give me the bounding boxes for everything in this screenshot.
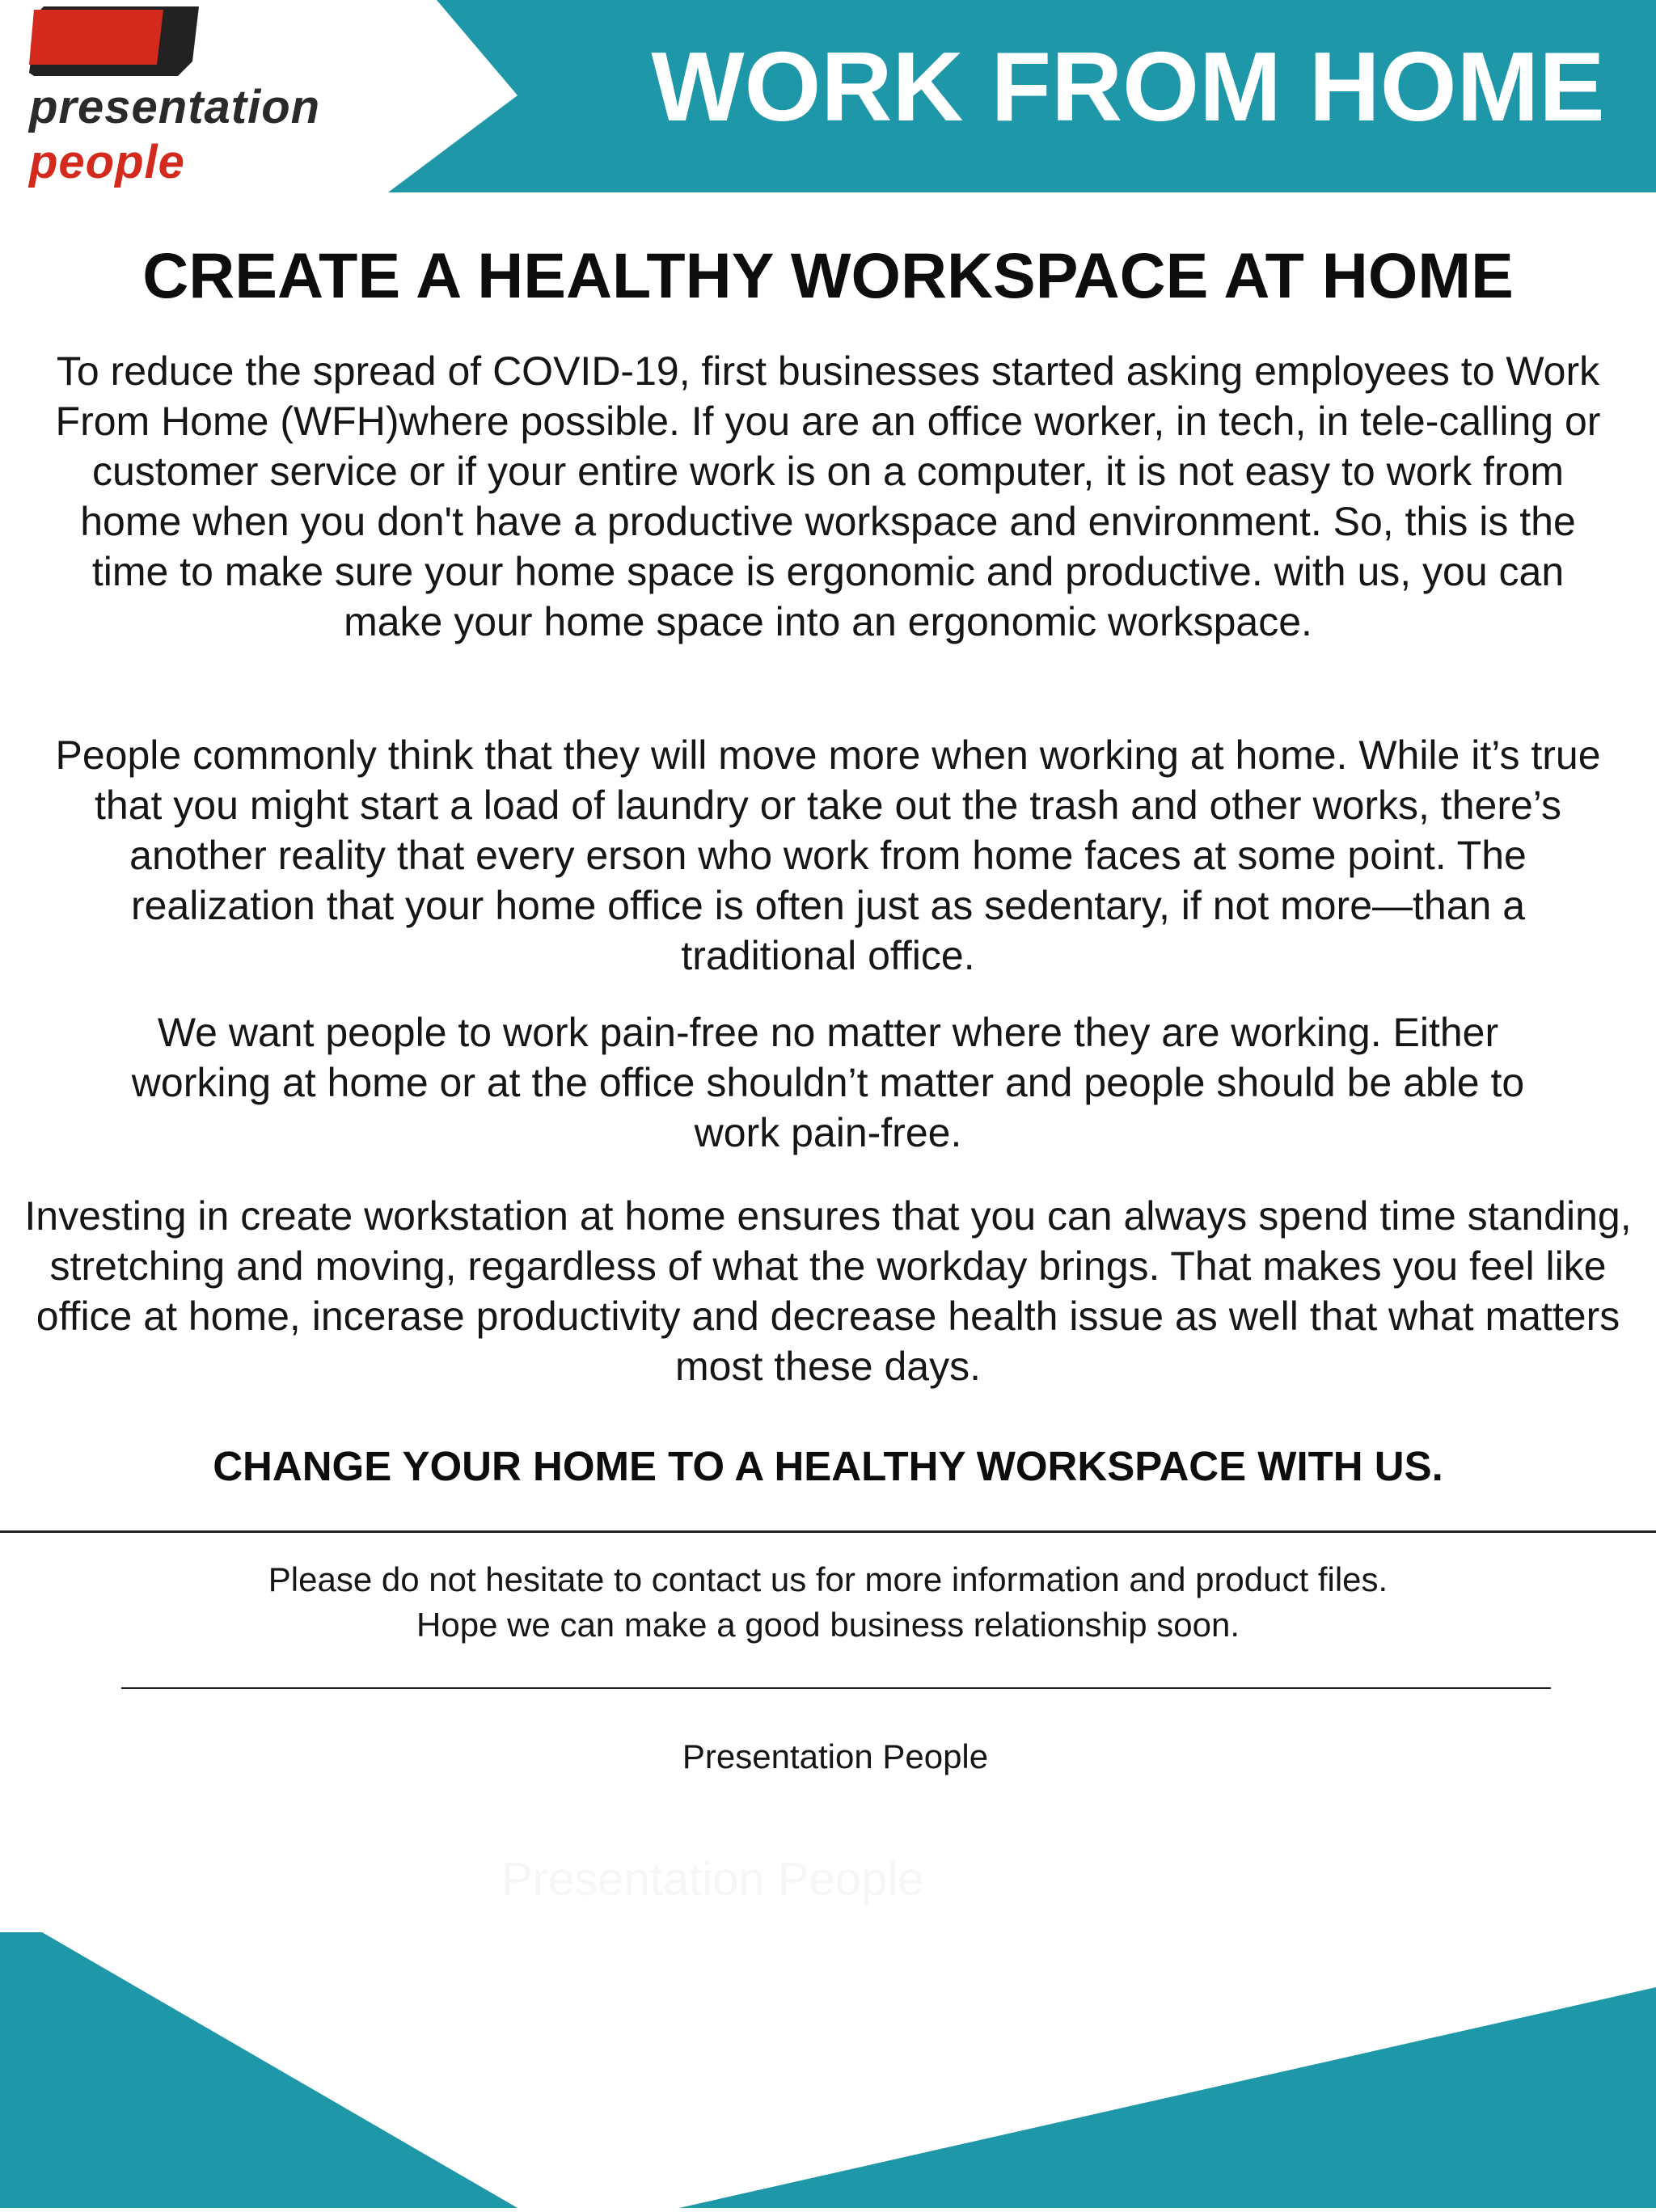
body-paragraph-pain-free: We want people to work pain-free no matter where they are working. Either working at home or at the office shouldn’t matter and people should be able to work pain-free. — [131, 1010, 1525, 1155]
signature-divider — [121, 1687, 1551, 1689]
logo-wordmark-presentation: presentation — [29, 81, 321, 133]
call-to-action: CHANGE YOUR HOME TO A HEALTHY WORKSPACE WITH US. — [213, 1443, 1443, 1489]
footer-banner — [0, 1932, 1656, 2208]
section-divider — [0, 1530, 1656, 1533]
header-title: WORK FROM HOME — [651, 32, 1605, 141]
logo-wordmark-people: people — [29, 136, 185, 188]
footer-banner-shape — [0, 1932, 1656, 2208]
company-logo — [29, 6, 401, 188]
body-paragraph-sedentary: People commonly think that they will move more when working at home. While it’s true that you might start a load of laundry or take out the trash and other works, there’s another reality that every erson who work from home faces at some point. The realization that your home office is often just as sedentary, if not more—than a traditional office. — [55, 732, 1601, 978]
logo-mark-icon — [29, 6, 199, 81]
contact-line: Please do not hesitate to contact us for more information and product files. — [268, 1560, 1388, 1598]
page-heading: CREATE A HEALTHY WORKSPACE AT HOME — [142, 239, 1514, 311]
intro-paragraph: To reduce the spread of COVID-19, first businesses started asking employees to Work From Home (WFH)where possible. If you are an office worker, in tech, in tele-calling or customer service or if your entire work is on a computer, it is not easy to work from home when you don't have a productive workspace and environment. So, this is the time to make sure your home space is ergonomic and productive. with us, you can make your home space into an ergonomic workspace. — [55, 348, 1601, 644]
signature-company-name: Presentation People — [682, 1737, 989, 1775]
body-paragraph-investing: Investing in create workstation at home ensures that you can always spend time standing, stretching and moving, regardless of what the workday brings. That makes you feel like office at home, incerase productivity and decrease health issue as well that what matters most these days. — [24, 1193, 1632, 1389]
contact-note — [0, 1557, 1656, 1648]
faint-watermark: Presentation People — [501, 1853, 924, 1906]
contact-line: Hope we can make a good business relationship soon. — [416, 1606, 1240, 1644]
